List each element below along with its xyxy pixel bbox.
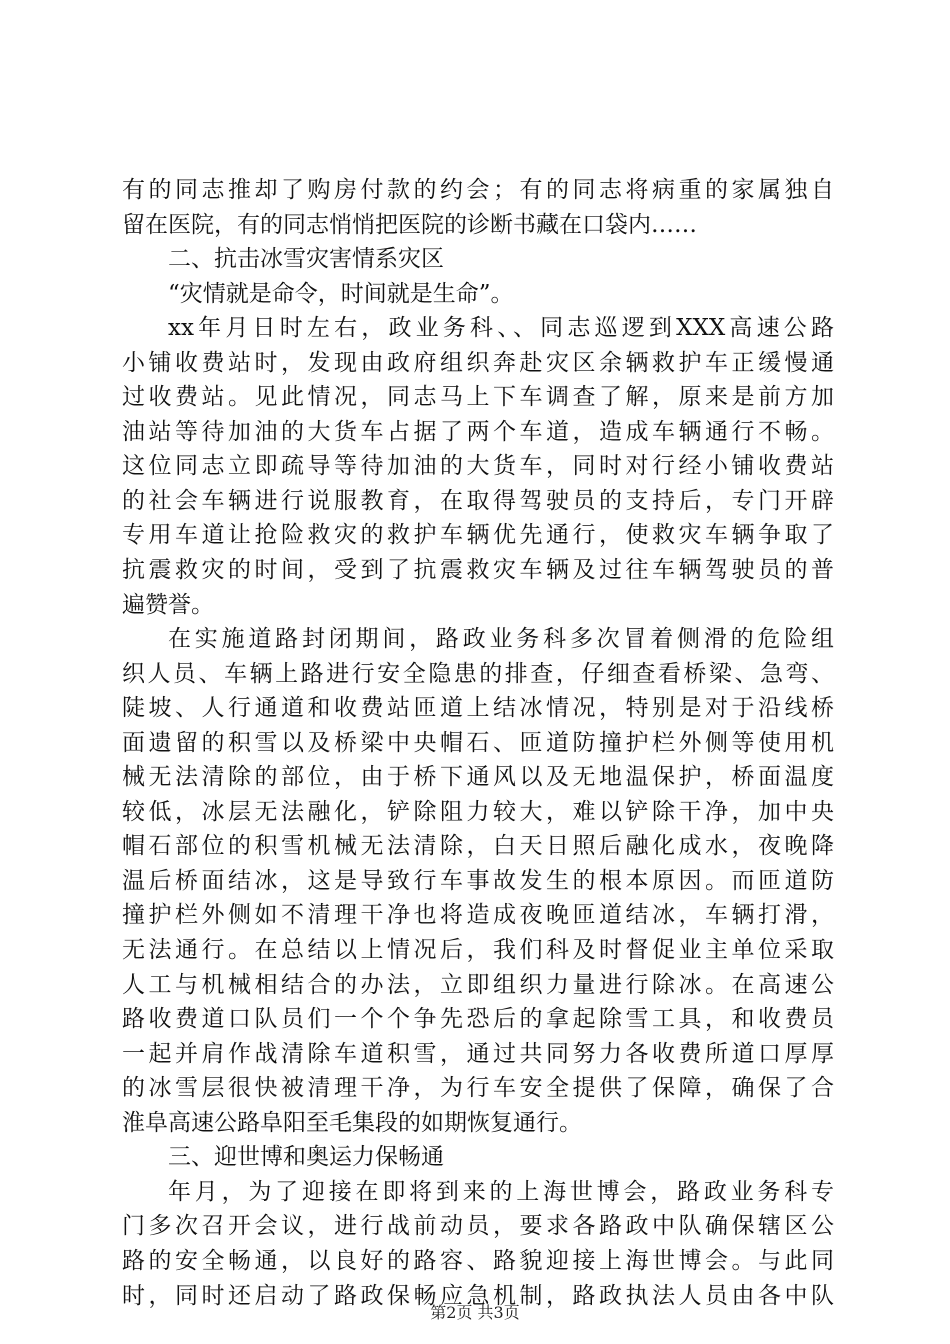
text-line: 年月，为了迎接在即将到来的上海世博会，路政业务科专	[168, 1178, 834, 1205]
document-body	[122, 173, 834, 1313]
text-line: 过收费站。见此情况，同志马上下车调查了解，原来是前方加	[122, 384, 834, 411]
page-footer: 第2页 共3页	[430, 1303, 520, 1322]
text-line: 陡坡、人行通道和收费站匝道上结冰情况，特别是对于沿线桥	[122, 695, 834, 722]
text-line: 留在医院，有的同志悄悄把医院的诊断书藏在口袋内……	[122, 211, 697, 238]
text-line: 淮阜高速公路阜阳至毛集段的如期恢复通行。	[122, 1109, 582, 1136]
text-line: 温后桥面结冰，这是导致行车事故发生的根本原因。而匝道防	[122, 867, 834, 894]
text-line: 一起并肩作战清除车道积雪，通过共同努力各收费所道口厚厚	[122, 1040, 834, 1067]
text-line: 专用车道让抢险救灾的救护车辆优先通行，使救灾车辆争取了	[122, 522, 834, 549]
text-line: 有的同志推却了购房付款的约会；有的同志将病重的家属独自	[122, 177, 834, 203]
text-line: 二、抗击冰雪灾害情系灾区	[168, 246, 444, 273]
text-line: 面遗留的积雪以及桥梁中央帽石、匝道防撞护栏外侧等使用机	[122, 729, 834, 756]
text-line: 路的安全畅通，以良好的路容、路貌迎接上海世博会。与此同	[122, 1247, 834, 1274]
text-line: 三、迎世博和奥运力保畅通	[168, 1144, 444, 1171]
text-line: 无法通行。在总结以上情况后，我们科及时督促业主单位采取	[122, 937, 834, 964]
text-line: 在实施道路封闭期间，路政业务科多次冒着侧滑的危险组	[168, 626, 834, 653]
text-line: 抗震救灾的时间，受到了抗震救灾车辆及过往车辆驾驶员的普	[122, 557, 834, 584]
text-line: 小铺收费站时，发现由政府组织奔赴灾区余辆救护车正缓慢通	[122, 349, 834, 376]
text-line: 油站等待加油的大货车占据了两个车道，造成车辆通行不畅。	[122, 418, 834, 445]
text-line: 撞护栏外侧如不清理干净也将造成夜晚匝道结冰，车辆打滑，	[122, 902, 834, 929]
text-line: “灾情就是命令，时间就是生命”。	[168, 280, 514, 307]
text-line: xx年月日时左右，政业务科、、同志巡逻到XXX高速公路	[168, 315, 834, 342]
text-line: 门多次召开会议，进行战前动员，要求各路政中队确保辖区公	[122, 1213, 834, 1240]
text-line: 帽石部位的积雪机械无法清除，白天日照后融化成水，夜晚降	[122, 833, 834, 860]
text-line: 械无法清除的部位，由于桥下通风以及无地温保护，桥面温度	[122, 764, 834, 791]
text-line: 人工与机械相结合的办法，立即组织力量进行除冰。在高速公	[122, 971, 834, 998]
text-line: 较低，冰层无法融化，铲除阻力较大，难以铲除干净，加中央	[122, 798, 834, 825]
text-line: 遍赞誉。	[122, 591, 214, 618]
text-line: 时，同时还启动了路政保畅应急机制，路政执法人员由各中队	[122, 1282, 834, 1309]
text-line: 路收费道口队员们一个个争先恐后的拿起除雪工具，和收费员	[122, 1006, 834, 1033]
text-line: 这位同志立即疏导等待加油的大货车，同时对行经小铺收费站	[122, 453, 834, 480]
text-line: 的冰雪层很快被清理干净，为行车安全提供了保障，确保了合	[122, 1075, 834, 1102]
text-line: 的社会车辆进行说服教育，在取得驾驶员的支持后，专门开辟	[122, 487, 834, 514]
text-line: 织人员、车辆上路进行安全隐患的排查，仔细查看桥梁、急弯、	[122, 660, 834, 687]
